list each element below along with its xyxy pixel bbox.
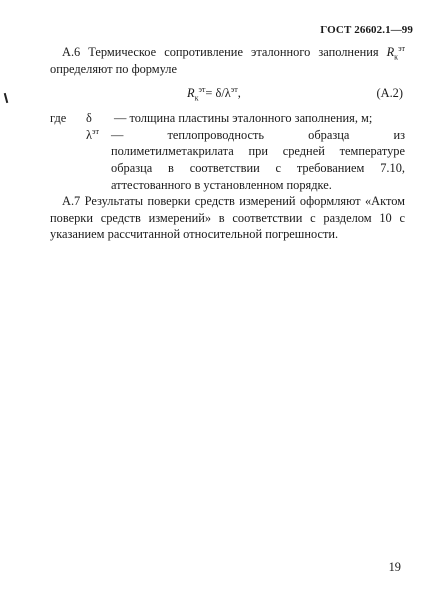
formula-row: [50, 85, 405, 107]
where-definition-lambda: [111, 127, 405, 193]
where-text-delta: толщина пластины эталонного заполнения, м;: [129, 111, 373, 126]
where-dash-2: —: [111, 127, 124, 142]
formula-tail: ,: [237, 86, 241, 101]
formula-lhs-sub: к: [194, 93, 199, 103]
a6-text-before: А.6 Термическое сопротивление эталонного заполнения: [62, 45, 387, 59]
formula-lhs-sup: эт: [198, 85, 206, 95]
margin-mark: [4, 93, 9, 103]
where-item-1: [50, 110, 405, 127]
lambda-symbol: λ: [86, 127, 93, 142]
standard-header: ГОСТ 26602.1—99: [320, 24, 413, 36]
where-spacer: [50, 127, 86, 193]
a6-variable: R: [386, 45, 395, 59]
formula: [187, 85, 241, 102]
where-lead: где: [50, 111, 67, 126]
where-symbol-delta: δ: [86, 111, 92, 126]
paragraph-a6: [50, 44, 405, 77]
where-definition-delta: [114, 110, 405, 127]
paragraph-a7: А.7 Результаты поверки средств измерений оформляют «Актом поверки средств измерений» в соответствии с разделом 10 с указанием рассчитанной относительной погрешности.: [50, 194, 405, 242]
where-symbol-lambda: [86, 127, 111, 193]
a6-text-after: определяют по формуле: [50, 61, 177, 76]
page-number: 19: [388, 560, 401, 574]
page-content: [50, 44, 405, 243]
formula-rhs-sup: эт: [230, 85, 238, 95]
equation-number: (А.2): [376, 86, 403, 101]
a6-variable-sup: эт: [398, 43, 405, 53]
a6-variable-sub: к: [394, 52, 399, 62]
lambda-symbol-sup: эт: [92, 126, 99, 136]
formula-lhs: R: [187, 86, 195, 101]
formula-rhs: = δ/λ: [205, 86, 231, 101]
where-dash: —: [114, 111, 127, 126]
where-text-lambda: теплопроводность образца из полиметилметакрилата при средней температуре образца в соответствии с требованием 7.10, аттестованного в установленном порядке.: [111, 127, 405, 192]
where-item-2: [50, 127, 405, 193]
